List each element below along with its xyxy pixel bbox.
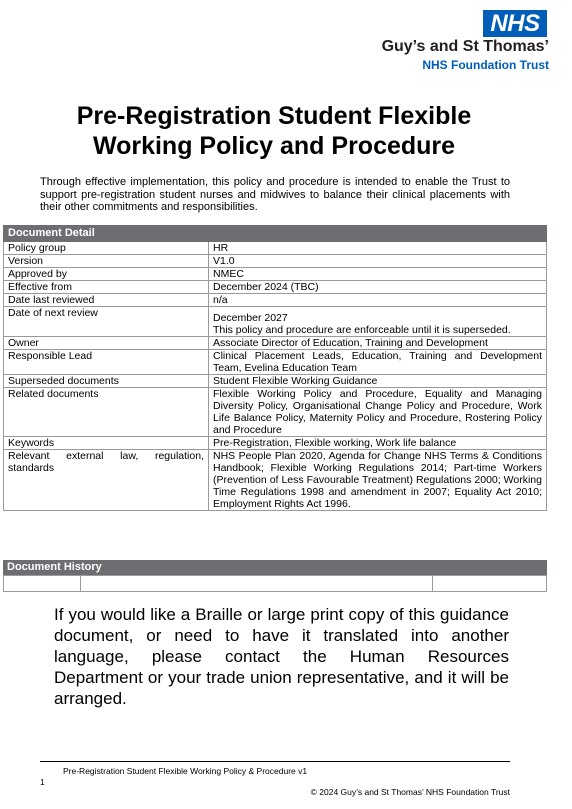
row-label: Policy group (4, 242, 209, 255)
row-value (209, 307, 547, 337)
row-label: Responsible Lead (4, 350, 209, 375)
table-row (4, 307, 547, 337)
history-cell (80, 576, 432, 591)
row-value: Associate Director of Education, Training and Development (209, 337, 547, 350)
footer-divider (40, 761, 510, 762)
document-detail-heading: Document Detail (4, 226, 546, 241)
page-number: 1 (40, 777, 45, 787)
table-row (4, 268, 547, 281)
trust-subtitle: NHS Foundation Trust (422, 58, 549, 72)
history-cell (4, 576, 80, 591)
document-history-heading: Document History (3, 560, 547, 575)
next-review-note: This policy and procedure are enforceable until it is superseded. (213, 324, 511, 336)
table-row (4, 375, 547, 388)
next-review-date: December 2027 (213, 312, 288, 324)
row-label: Approved by (4, 268, 209, 281)
row-value: n/a (209, 294, 547, 307)
row-label: Version (4, 255, 209, 268)
table-row (4, 294, 547, 307)
accessibility-notice: If you would like a Braille or large print copy of this guidance document, or need to have it translated into another language, please contact the Human Resources Department or your trade union representative, and it will be arranged. (54, 605, 509, 708)
table-row (4, 437, 547, 450)
title-line-1: Pre-Registration Student Flexible (76, 102, 472, 130)
table-row (4, 281, 547, 294)
row-value: NMEC (209, 268, 547, 281)
footer-copyright: © 2024 Guy’s and St Thomas’ NHS Foundation Trust (310, 787, 510, 797)
row-value: V1.0 (209, 255, 547, 268)
nhs-logo: NHS (483, 10, 547, 37)
table-row (4, 255, 547, 268)
trust-name: Guy’s and St Thomas’ (381, 38, 549, 55)
row-label: Superseded documents (4, 375, 209, 388)
row-value: NHS People Plan 2020, Agenda for Change NHS Terms & Conditions Handbook; Flexible Working Regulations 2014; Part-time Workers (Prevention of Less Favourable Treatment) Regulations 2000; Working Time Regulations 1998 and amendment in 2007; Equality Act 2010; Employment Rights Act 1996. (209, 450, 547, 511)
table-row (4, 450, 547, 511)
row-label: Owner (4, 337, 209, 350)
table-row (4, 337, 547, 350)
row-value: December 2024 (TBC) (209, 281, 547, 294)
document-history-row (3, 575, 547, 592)
row-value: HR (209, 242, 547, 255)
table-row (4, 242, 547, 255)
history-cell (432, 576, 546, 591)
row-label: Effective from (4, 281, 209, 294)
table-row (4, 388, 547, 437)
intro-paragraph: Through effective implementation, this policy and procedure is intended to enable the Trust to support pre-registration student nurses and midwives to balance their clinical placements with their other commitments and responsibilities. (40, 176, 510, 213)
document-title (0, 101, 548, 161)
document-detail-table (3, 225, 547, 511)
table-row (4, 350, 547, 375)
row-label: Date last reviewed (4, 294, 209, 307)
row-label: Related documents (4, 388, 209, 437)
row-label: Date of next review (4, 307, 209, 337)
row-value: Pre-Registration, Flexible working, Work life balance (209, 437, 547, 450)
row-value: Flexible Working Policy and Procedure, Equality and Managing Diversity Policy, Organisational Change Policy and Procedure, Work Life Balance Policy, Maternity Policy and Procedure, Rostering Policy and Procedure (209, 388, 547, 437)
row-value: Student Flexible Working Guidance (209, 375, 547, 388)
title-line-2: Working Policy and Procedure (92, 132, 456, 160)
row-label: Keywords (4, 437, 209, 450)
document-history-section (3, 560, 547, 592)
footer-document-title: Pre-Registration Student Flexible Working Policy & Procedure v1 (63, 766, 308, 776)
row-label: Relevant external law, regulation, standards (4, 450, 209, 511)
row-value: Clinical Placement Leads, Education, Training and Development Team, Evelina Education Team (209, 350, 547, 375)
